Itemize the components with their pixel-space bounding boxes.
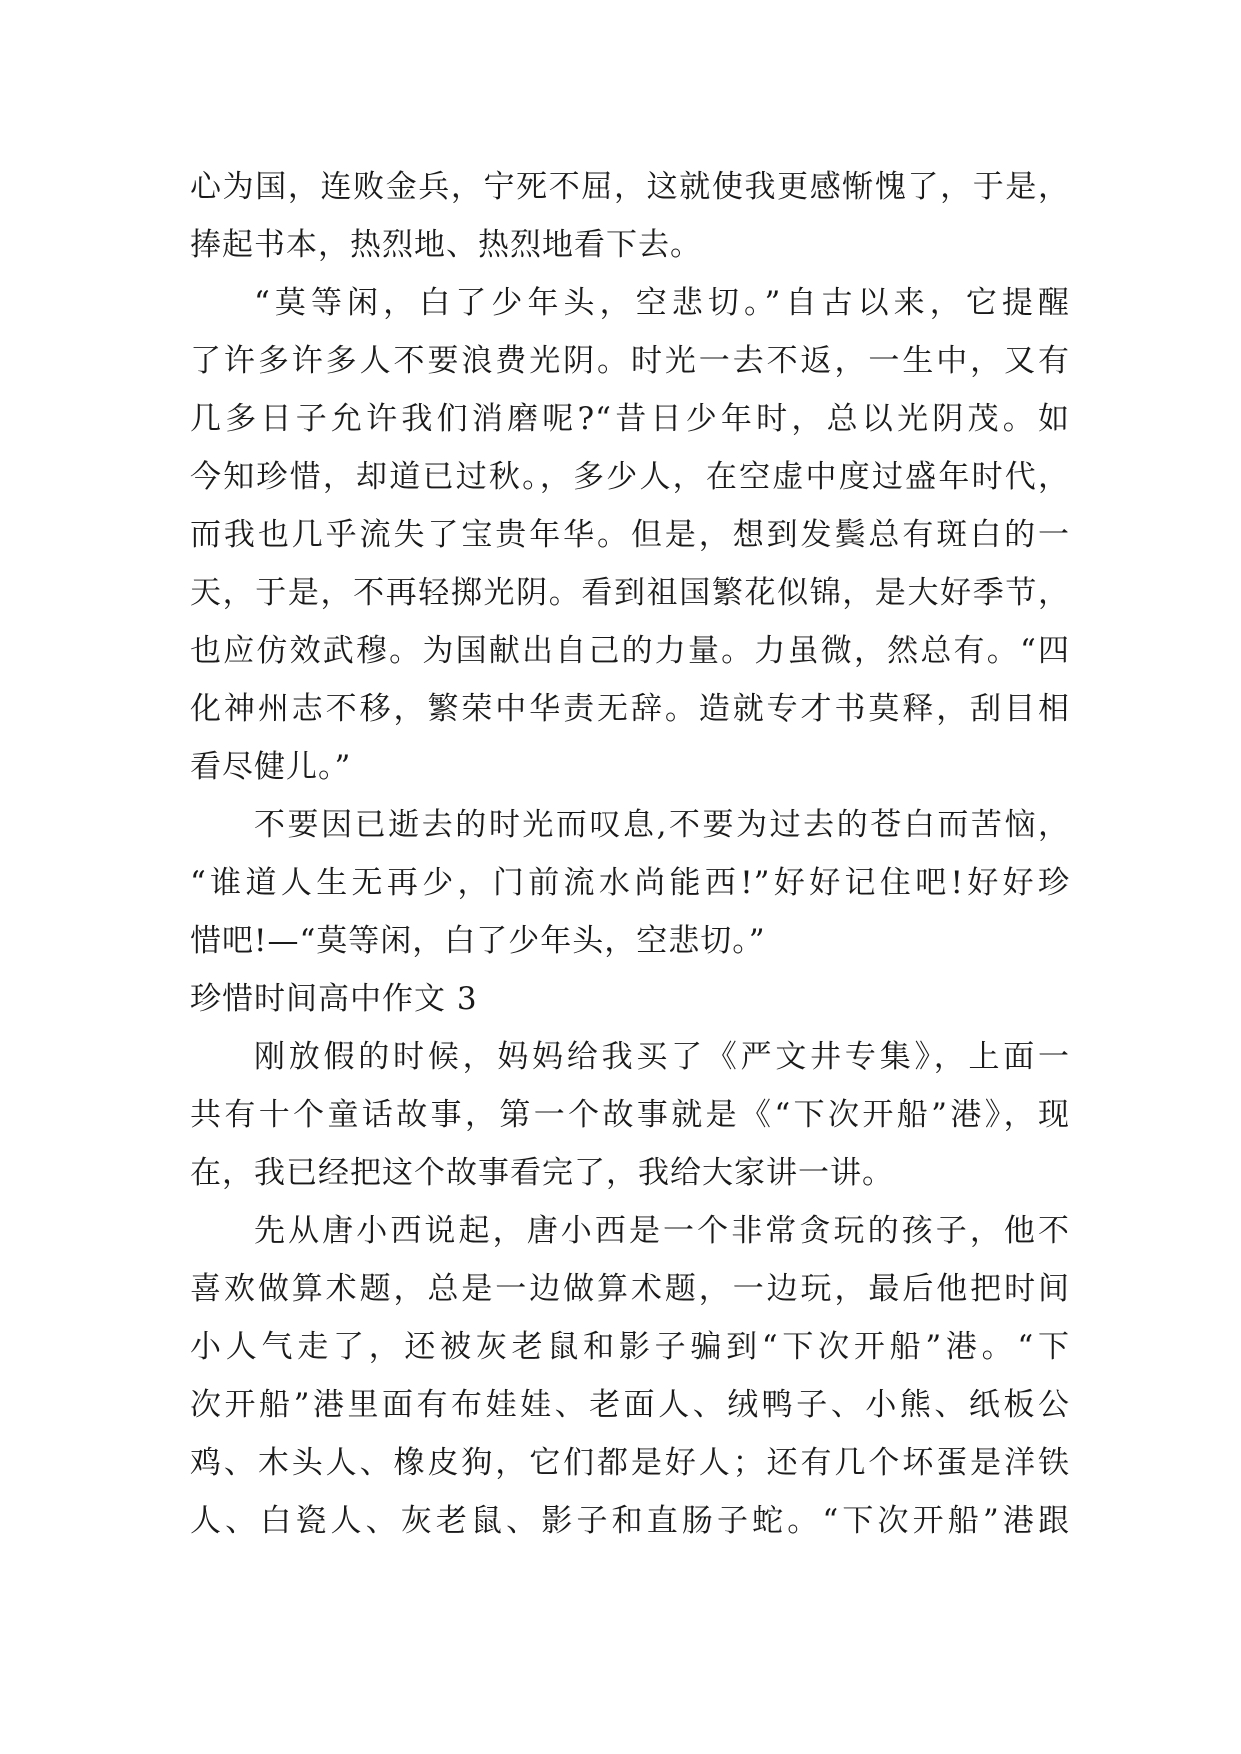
text-line: 共有十个童话故事，第一个故事就是《“下次开船”港》，现 <box>190 1097 1070 1133</box>
text-line: 在，我已经把这个故事看完了，我给大家讲一讲。 <box>190 1155 894 1191</box>
text-line: 也应仿效武穆。为国献出自己的力量。力虽微，然总有。“四 <box>190 633 1070 669</box>
text-line: 喜欢做算术题，总是一边做算术题，一边玩，最后他把时间 <box>190 1271 1070 1307</box>
body-text <box>190 158 1070 1550</box>
text-line: 今知珍惜，却道已过秋。，多少人，在空虚中度过盛年时代， <box>190 459 1070 495</box>
text-line: 先从唐小西说起，唐小西是一个非常贪玩的孩子，他不 <box>254 1213 1070 1249</box>
text-line: 了许多许多人不要浪费光阴。时光一去不返，一生中，又有 <box>190 343 1070 379</box>
text-line: 看尽健儿。” <box>190 749 352 785</box>
text-line: 次开船”港里面有布娃娃、老面人、绒鸭子、小熊、纸板公 <box>190 1387 1070 1423</box>
text-line: 捧起书本，热烈地、热烈地看下去。 <box>190 227 702 263</box>
text-line: 惜吧!—“莫等闲，白了少年头，空悲切。” <box>190 923 766 959</box>
text-line: 人、白瓷人、灰老鼠、影子和直肠子蛇。“下次开船”港跟 <box>190 1503 1070 1539</box>
text-line: “谁道人生无再少，门前流水尚能西!”好好记住吧!好好珍 <box>190 865 1070 901</box>
text-line: 鸡、木头人、橡皮狗，它们都是好人；还有几个坏蛋是洋铁 <box>190 1445 1070 1481</box>
text-line: 刚放假的时候，妈妈给我买了《严文井专集》，上面一 <box>254 1039 1070 1075</box>
text-line: 化神州志不移，繁荣中华责无辞。造就专才书莫释，刮目相 <box>190 691 1070 727</box>
text-line: 小人气走了，还被灰老鼠和影子骗到“下次开船”港。“下 <box>190 1329 1070 1365</box>
text-line: 几多日子允许我们消磨呢?“昔日少年时，总以光阴茂。如 <box>190 401 1070 437</box>
text-line: “莫等闲，白了少年头，空悲切。”自古以来，它提醒 <box>254 285 1070 321</box>
text-line: 心为国，连败金兵，宁死不屈，这就使我更感惭愧了，于是， <box>190 169 1070 205</box>
text-line: 不要因已逝去的时光而叹息,不要为过去的苍白而苦恼， <box>254 807 1070 843</box>
text-line: 天，于是，不再轻掷光阴。看到祖国繁花似锦，是大好季节， <box>190 575 1070 611</box>
text-line: 而我也几乎流失了宝贵年华。但是，想到发鬓总有斑白的一 <box>190 517 1070 553</box>
section-heading: 珍惜时间高中作文 3 <box>190 981 478 1017</box>
